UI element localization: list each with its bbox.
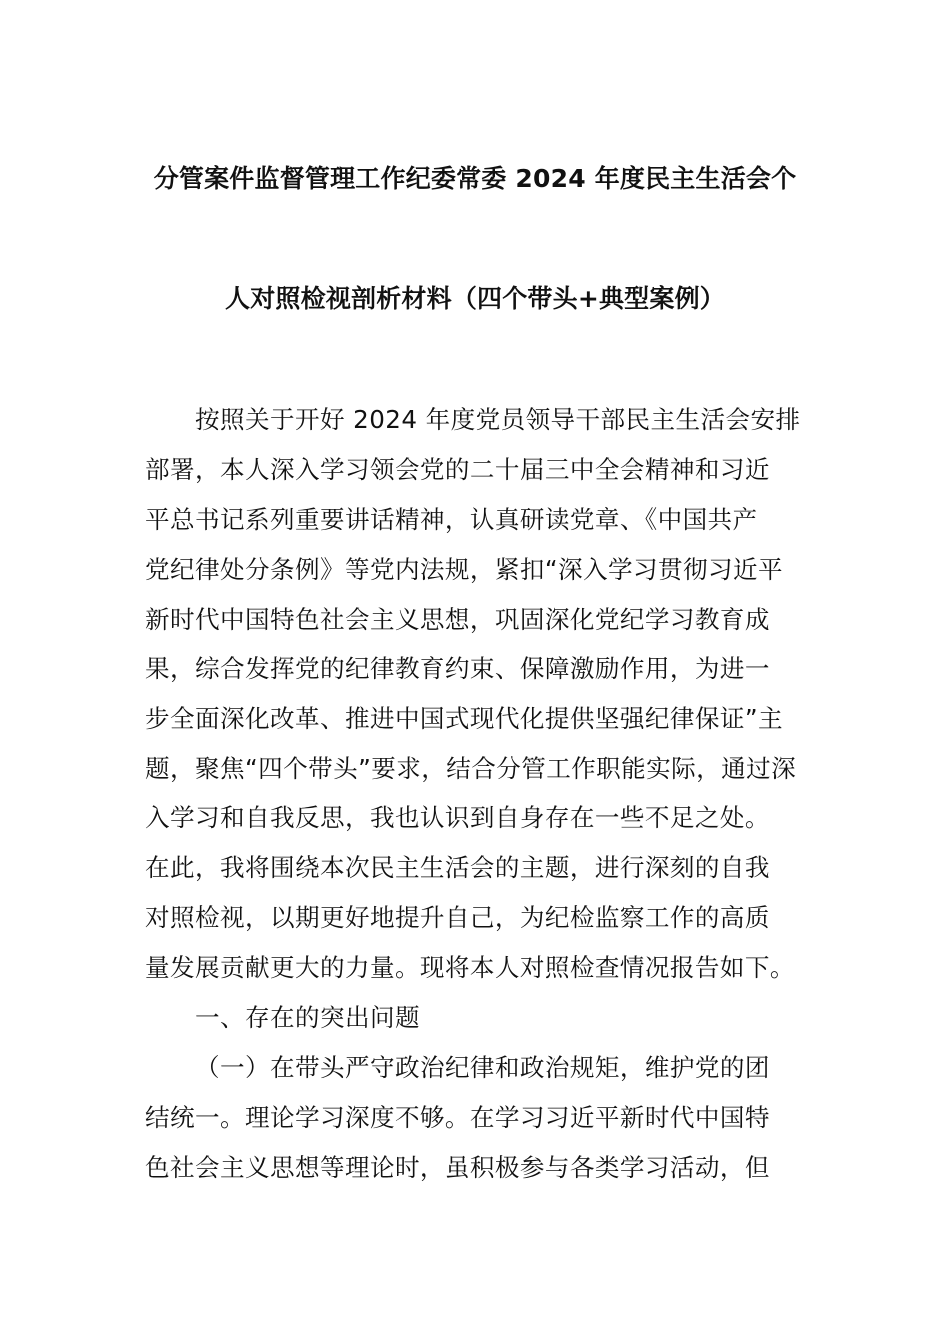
body-paragraph-line: 入学习和自我反思，我也认识到自身存在一些不足之处。 bbox=[145, 803, 770, 832]
body-paragraph-line: 对照检视，以期更好地提升自己，为纪检监察工作的高质 bbox=[145, 903, 770, 932]
body-paragraph-line: 党纪律处分条例》等党内法规，紧扣“深入学习贯彻习近平 bbox=[145, 555, 783, 584]
body-paragraph-line: 部署，本人深入学习领会党的二十届三中全会精神和习近 bbox=[145, 455, 770, 484]
body-paragraph-line: 平总书记系列重要讲话精神，认真研读党章、《中国共产 bbox=[145, 505, 758, 534]
body-paragraph-line: 新时代中国特色社会主义思想，巩固深化党纪学习教育成 bbox=[145, 605, 770, 634]
body-paragraph-line: 果，综合发挥党的纪律教育约束、保障激励作用，为进一 bbox=[145, 654, 770, 683]
body-paragraph-line: 步全面深化改革、推进中国式现代化提供坚强纪律保证”主 bbox=[145, 704, 783, 733]
subsection-heading-line: （一）在带头严守政治纪律和政治规矩，维护党的团 bbox=[195, 1053, 770, 1082]
body-paragraph-line: 按照关于开好 2024 年度党员领导干部民主生活会安排 bbox=[195, 405, 801, 434]
body-paragraph-line: 结统一。理论学习深度不够。在学习习近平新时代中国特 bbox=[145, 1103, 770, 1132]
section-heading: 一、存在的突出问题 bbox=[195, 1003, 420, 1032]
document-title-line-2: 人对照检视剖析材料（四个带头+典型案例） bbox=[225, 284, 725, 313]
body-paragraph-line: 色社会主义思想等理论时，虽积极参与各类学习活动，但 bbox=[145, 1153, 770, 1182]
body-paragraph-line: 量发展贡献更大的力量。现将本人对照检查情况报告如下。 bbox=[145, 953, 795, 982]
body-paragraph-line: 题，聚焦“四个带头”要求，结合分管工作职能实际，通过深 bbox=[145, 754, 797, 783]
body-paragraph-line: 在此，我将围绕本次民主生活会的主题，进行深刻的自我 bbox=[145, 853, 770, 882]
document-title-line-1: 分管案件监督管理工作纪委常委 2024 年度民主生活会个 bbox=[153, 164, 797, 193]
